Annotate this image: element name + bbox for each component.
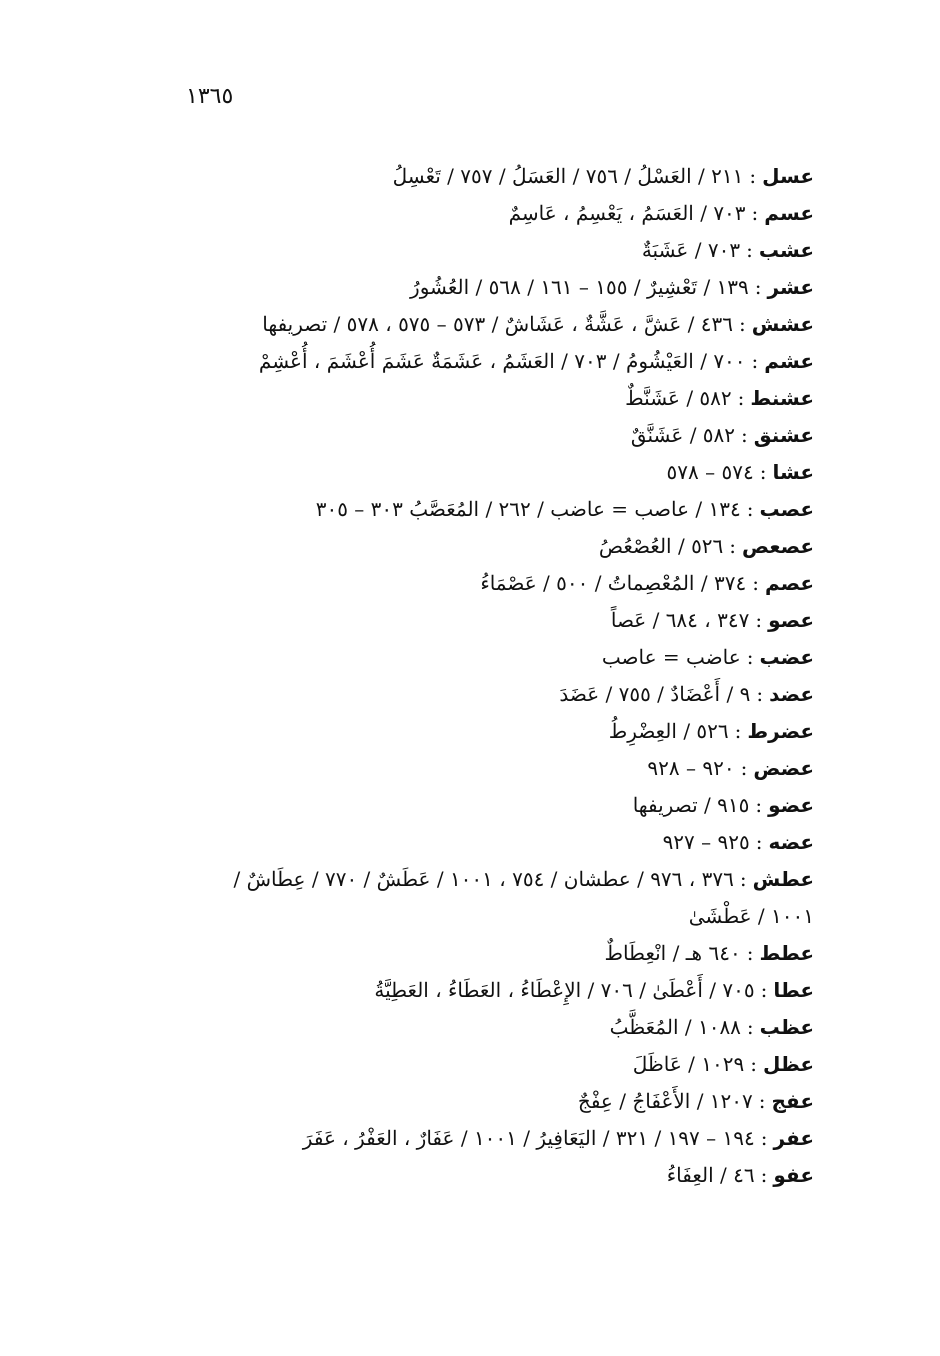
entry-refs: ١٣٩ / تَعْشِيرٌ / ١٥٥ – ١٦١ / ٥٦٨ / العُشُورُ [410,275,749,299]
entry-refs: ١٠٨٨ / المُعَظَّبُ [609,1015,741,1039]
entry-separator: : [739,867,747,891]
index-entries [134,158,814,1194]
index-entry [134,454,814,491]
entry-separator: : [746,1015,754,1039]
entry-refs: ٦٤٠ هـ / انْعِطَاطٌ [604,941,741,965]
entry-root: عفر [773,1126,814,1150]
entry-refs: ٥٨٢ / عَشَنَّقٌ [630,423,736,447]
entry-separator: : [755,830,763,854]
index-entry [134,639,814,676]
page-number: ١٣٦٥ [186,84,234,109]
entry-root: عشنق [753,423,814,447]
entry-root: عظل [763,1052,814,1076]
index-entry [134,713,814,750]
entry-separator: : [751,201,759,225]
entry-separator: : [754,275,762,299]
entry-separator: : [751,349,759,373]
entry-refs: ٩٢٠ – ٩٢٨ [647,756,735,780]
entry-refs: ٩١٥ / تصريفها [632,793,750,817]
index-entry [134,528,814,565]
entry-separator: : [749,164,757,188]
entry-separator: : [738,312,746,336]
index-entry [134,676,814,713]
index-entry [134,232,814,269]
index-entry [134,1009,814,1046]
entry-root: عطا [773,978,814,1002]
entry-root: عشب [758,238,814,262]
entry-refs: ١٩٤ – ١٩٧ / ٣٢١ / اليَعَافِيرُ / ١٠٠١ / عَفَارٌ ، العَفْرُ ، عَفَرَ [302,1126,755,1150]
entry-separator: : [746,497,754,521]
entry-root: عسم [764,201,814,225]
index-entry [134,935,814,972]
index-entry [134,602,814,639]
entry-refs: ٣٧٤ / المُعْصِماتُ / ٥٠٠ / عَصْمَاءُ [480,571,747,595]
entry-root: عظب [759,1015,814,1039]
entry-root: عشنط [750,386,814,410]
index-entry-continuation: ١٠٠١ / عَطْشَىٰ [688,904,814,928]
entry-root: عطش [752,867,814,891]
entry-root: عطط [759,941,814,965]
entry-separator: : [740,756,748,780]
entry-root: عصعص [742,534,814,558]
entry-refs: عاضب = عاصب [601,645,741,669]
entry-separator: : [759,460,767,484]
entry-refs: ٤٣٦ / عَشَّ ، عَشَّةٌ ، عَشَاشٌ / ٥٧٣ – ٥٧٥ ، ٥٧٨ / تصريفها [262,312,733,336]
entry-refs: ٢١١ / العَسْلُ / ٧٥٦ / العَسَلُ / ٧٥٧ / تَعْسِلُ [392,164,744,188]
entry-separator: : [734,719,742,743]
entry-refs: ٧٠٥ / أَعْطَىٰ / ٧٠٦ / الإِعْطَاءُ ، العَطَاءُ ، العَطِيَّةُ [374,978,755,1002]
entry-separator: : [758,1089,766,1113]
entry-refs: ٥٢٦ / العِضْرِطُ [608,719,729,743]
index-entry [134,1120,814,1157]
entry-refs: ٩٢٥ – ٩٢٧ [662,830,750,854]
index-entry [134,158,814,195]
index-entry [134,1046,814,1083]
entry-root: عصب [759,497,814,521]
entry-separator: : [746,941,754,965]
entry-refs: ٧٠٣ / عَشَبَةٌ [641,238,741,262]
index-entry [134,565,814,602]
index-entry [134,417,814,454]
index-entry [134,824,814,861]
entry-root: عضرط [747,719,814,743]
entry-refs: ٩ / أَعْضَادٌ / ٧٥٥ / عَضَدَ [559,682,751,706]
index-entry [134,491,814,528]
index-entry [134,787,814,824]
entry-root: عفو [773,1163,814,1187]
index-entry [134,269,814,306]
entry-separator: : [755,793,763,817]
entry-root: عصو [768,608,814,632]
entry-refs: ٧٠٠ / العَيْشُومُ / ٧٠٣ / العَشَمُ ، عَشَمَةٌ عَشَمَ أُعْشَمَ ، أُعْشِمْ [258,349,746,373]
entry-refs: ٣٤٧ ، ٦٨٤ / عَصاً [610,608,750,632]
index-entry [134,861,814,898]
index-entry [134,380,814,417]
entry-root: عشر [767,275,814,299]
entry-separator: : [746,645,754,669]
entry-root: عشا [772,460,814,484]
entry-separator: : [756,682,764,706]
entry-separator: : [750,1052,757,1076]
entry-refs: ١٣٤ / عاصب = عاضب / ٢٦٢ / المُعَصَّبُ ٣٠٣ – ٣٠٥ [315,497,741,521]
index-entry [134,1083,814,1120]
entry-separator: : [760,1163,768,1187]
entry-refs: ٣٧٦ ، ٩٧٦ / عطشان / ٧٥٤ ، ١٠٠١ / عَطَشٌ / ٧٧٠ / عِطَاشٌ / [233,867,734,891]
entry-separator: : [729,534,737,558]
index-entry [134,972,814,1009]
entry-root: عشش [751,312,814,336]
index-entry [134,306,814,343]
entry-separator: : [741,423,748,447]
entry-refs: ٤٦ / العِفَاءُ [666,1163,755,1187]
entry-root: عشم [764,349,814,373]
index-entry [134,195,814,232]
entry-root: عضه [768,830,814,854]
entry-separator: : [760,1126,768,1150]
entry-separator: : [755,608,763,632]
index-entry [134,1157,814,1194]
entry-refs: ٥٢٦ / العُصْعُصُ [598,534,724,558]
entry-root: عضو [768,793,814,817]
entry-root: عضد [769,682,814,706]
entry-root: عصم [764,571,814,595]
entry-root: عضض [753,756,814,780]
index-entry [134,343,814,380]
entry-root: عضب [759,645,814,669]
entry-refs: ١٠٢٩ / عَاظَلَ [632,1052,745,1076]
entry-separator: : [760,978,768,1002]
entry-separator: : [746,238,753,262]
entry-separator: : [737,386,745,410]
entry-refs: ١٢٠٧ / الأَعْفَاجُ / عِفْجٌ [577,1089,753,1113]
entry-root: عفج [771,1089,814,1113]
entry-refs: ٥٧٤ – ٥٧٨ [666,460,754,484]
entry-root: عسل [762,164,814,188]
entry-refs: ٧٠٣ / العَسَمُ ، يَعْسِمُ ، عَاسِمٌ [508,201,746,225]
index-entry [134,750,814,787]
entry-refs: ٥٨٢ / عَشَنَّطٌ [625,386,732,410]
entry-separator: : [752,571,759,595]
